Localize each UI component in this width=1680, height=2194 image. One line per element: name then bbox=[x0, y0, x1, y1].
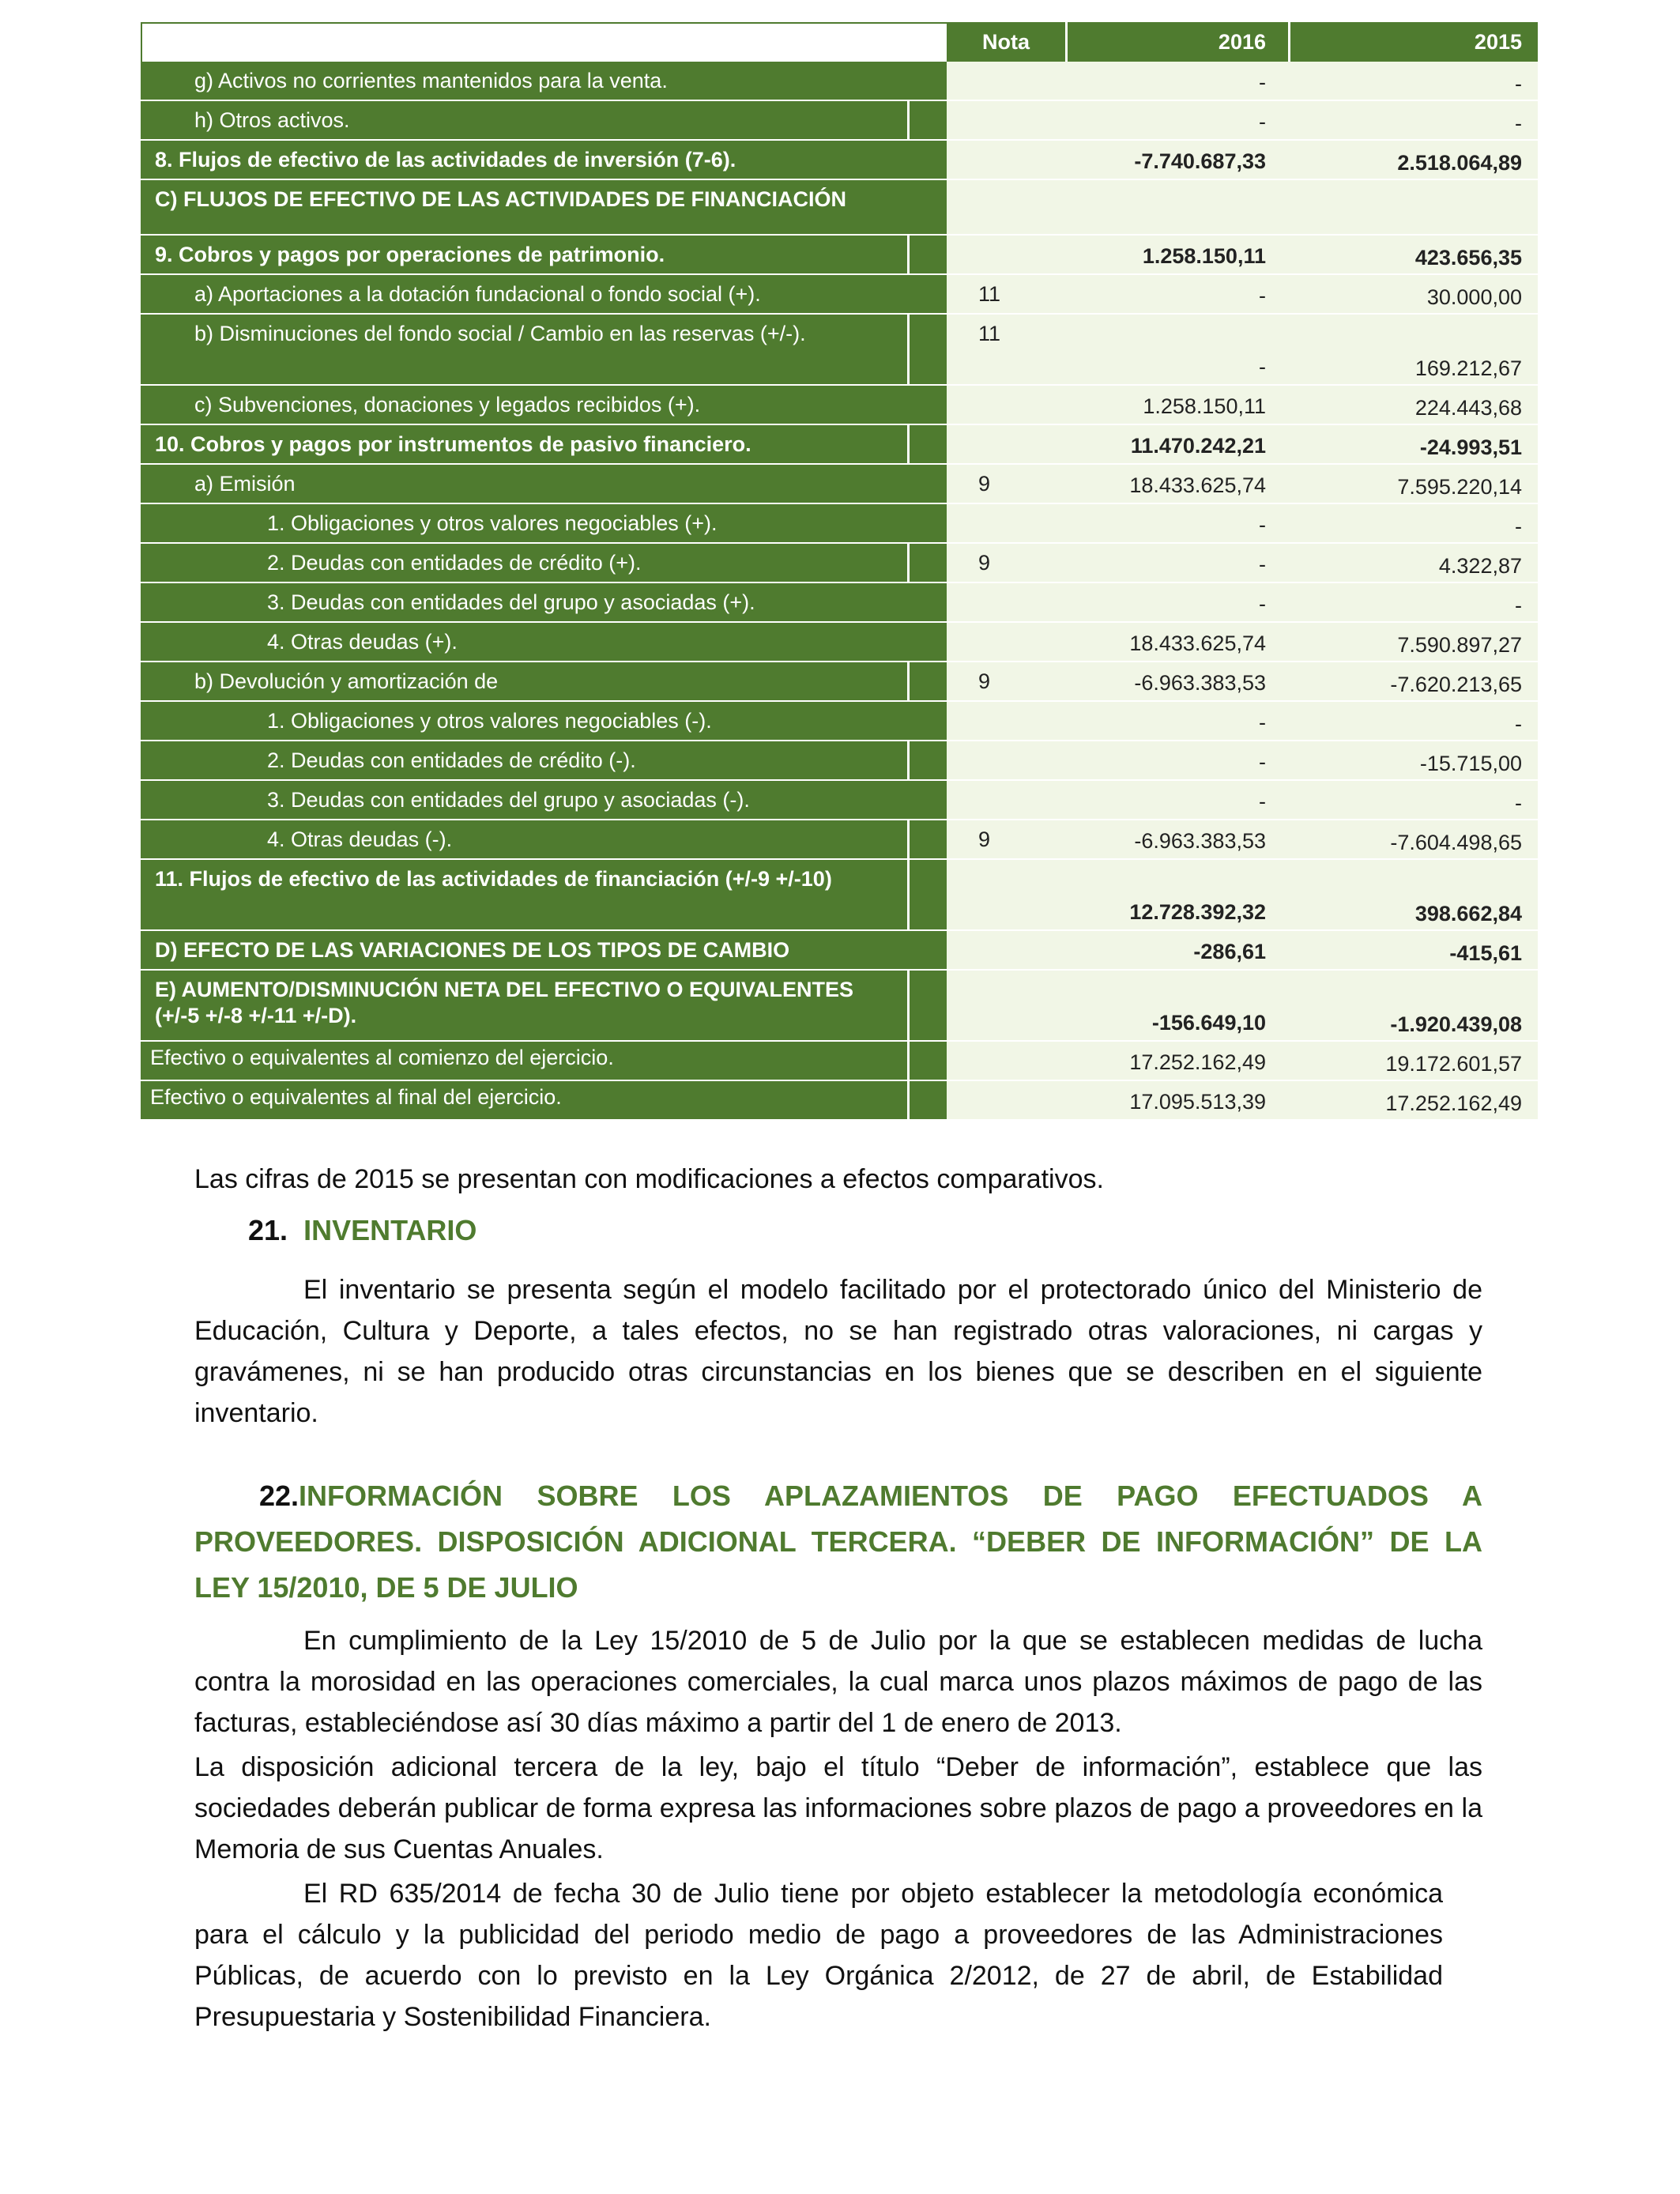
row-label: Efectivo o equivalentes al final del ejercicio. bbox=[141, 1081, 907, 1121]
table-row bbox=[141, 544, 1538, 583]
table-header-row bbox=[141, 22, 1538, 62]
row-note: 9 bbox=[947, 544, 1065, 583]
row-value-2016: 1.258.150,11 bbox=[1065, 386, 1288, 425]
row-label: 2. Deudas con entidades de crédito (-). bbox=[141, 741, 907, 781]
table-row bbox=[141, 141, 1538, 180]
row-value-2015: 398.662,84 bbox=[1288, 860, 1538, 931]
row-value-2016: - bbox=[1065, 275, 1288, 315]
row-label: 3. Deudas con entidades del grupo y asociadas (-). bbox=[141, 781, 947, 820]
row-note bbox=[947, 781, 1065, 820]
row-note bbox=[947, 101, 1065, 141]
row-value-2015: -1.920.439,08 bbox=[1288, 971, 1538, 1042]
row-note: 11 bbox=[947, 275, 1065, 315]
row-note bbox=[947, 236, 1065, 275]
row-value-2015: 7.595.220,14 bbox=[1288, 465, 1538, 504]
row-value-2015: 4.322,87 bbox=[1288, 544, 1538, 583]
row-label-box bbox=[907, 820, 947, 860]
row-value-2015: 30.000,00 bbox=[1288, 275, 1538, 315]
row-value-2016: - bbox=[1065, 583, 1288, 623]
row-value-2016 bbox=[1065, 180, 1288, 236]
row-label: E) AUMENTO/DISMINUCIÓN NETA DEL EFECTIVO O EQUIVALENTES (+/-5 +/-8 +/-11 +/-D). bbox=[141, 971, 907, 1042]
row-label: Efectivo o equivalentes al comienzo del ejercicio. bbox=[141, 1042, 907, 1081]
table-row bbox=[141, 275, 1538, 315]
row-note bbox=[947, 425, 1065, 465]
row-label-box bbox=[907, 1042, 947, 1081]
row-note: 11 bbox=[947, 315, 1065, 386]
row-note bbox=[947, 971, 1065, 1042]
row-value-2015: -24.993,51 bbox=[1288, 425, 1538, 465]
row-label: 1. Obligaciones y otros valores negociables (-). bbox=[141, 702, 947, 741]
section-21-number: 21. bbox=[248, 1214, 288, 1246]
row-value-2016: - bbox=[1065, 504, 1288, 544]
row-label: a) Aportaciones a la dotación fundacional o fondo social (+). bbox=[141, 275, 947, 315]
row-label-box bbox=[907, 425, 947, 465]
row-value-2015: 19.172.601,57 bbox=[1288, 1042, 1538, 1081]
row-value-2016: 17.252.162,49 bbox=[1065, 1042, 1288, 1081]
row-note bbox=[947, 1042, 1065, 1081]
table-row bbox=[141, 101, 1538, 141]
row-label: 9. Cobros y pagos por operaciones de patrimonio. bbox=[141, 236, 907, 275]
row-label-box bbox=[907, 741, 947, 781]
row-note bbox=[947, 386, 1065, 425]
row-value-2016: 11.470.242,21 bbox=[1065, 425, 1288, 465]
row-value-2015: - bbox=[1288, 781, 1538, 820]
section-22-number: 22. bbox=[259, 1480, 299, 1512]
row-label: 8. Flujos de efectivo de las actividades de inversión (7-6). bbox=[141, 141, 947, 180]
row-value-2016: -286,61 bbox=[1065, 931, 1288, 971]
row-note bbox=[947, 583, 1065, 623]
table-row bbox=[141, 860, 1538, 931]
row-value-2015: 17.252.162,49 bbox=[1288, 1081, 1538, 1121]
section-21-body: El inventario se presenta según el modelo facilitado por el protectorado único del Ministerio de Educación, Cultura y Deporte, a tales efectos, no se han registrado otras valoraciones, ni cargas y gravámenes, ni se han producido otras circunstancias en los bienes que se describen en el siguiente inventario. bbox=[194, 1275, 1482, 1428]
header-2015: 2015 bbox=[1288, 22, 1538, 62]
header-nota: Nota bbox=[947, 22, 1065, 62]
row-value-2015: - bbox=[1288, 101, 1538, 141]
row-note bbox=[947, 623, 1065, 662]
row-value-2016: -6.963.383,53 bbox=[1065, 662, 1288, 702]
row-value-2016: 12.728.392,32 bbox=[1065, 860, 1288, 931]
table-row bbox=[141, 315, 1538, 386]
row-label: 2. Deudas con entidades de crédito (+). bbox=[141, 544, 907, 583]
row-value-2015: - bbox=[1288, 702, 1538, 741]
table-row bbox=[141, 781, 1538, 820]
row-label: C) FLUJOS DE EFECTIVO DE LAS ACTIVIDADES DE FINANCIACIÓN bbox=[141, 180, 947, 236]
row-value-2016: -6.963.383,53 bbox=[1065, 820, 1288, 860]
row-value-2016: 17.095.513,39 bbox=[1065, 1081, 1288, 1121]
section-21-heading bbox=[248, 1209, 477, 1252]
row-note: 9 bbox=[947, 465, 1065, 504]
row-label: 11. Flujos de efectivo de las actividades de financiación (+/-9 +/-10) bbox=[141, 860, 907, 931]
row-value-2015: -415,61 bbox=[1288, 931, 1538, 971]
row-value-2015: -7.620.213,65 bbox=[1288, 662, 1538, 702]
row-label: 4. Otras deudas (-). bbox=[141, 820, 907, 860]
row-value-2016: - bbox=[1065, 544, 1288, 583]
section-21-title: INVENTARIO bbox=[303, 1214, 477, 1246]
row-value-2015: - bbox=[1288, 583, 1538, 623]
table-row bbox=[141, 583, 1538, 623]
row-label: 4. Otras deudas (+). bbox=[141, 623, 947, 662]
row-label: g) Activos no corrientes mantenidos para la venta. bbox=[141, 62, 947, 101]
row-label: a) Emisión bbox=[141, 465, 947, 504]
row-value-2016: -156.649,10 bbox=[1065, 971, 1288, 1042]
section-22-paragraph-3: El RD 635/2014 de fecha 30 de Julio tiene por objeto establecer la metodología económica para el cálculo y la publicidad del periodo medio de pago a proveedores de las Administraciones Públicas, de acuerdo con lo previsto en la Ley Orgánica 2/2012, de 27 de abril, de Estabilidad Presupuestaria y Sostenibilidad Financiera. bbox=[194, 1879, 1443, 2032]
row-label-box bbox=[907, 1081, 947, 1121]
table-row bbox=[141, 702, 1538, 741]
table-row bbox=[141, 931, 1538, 971]
row-value-2016: 18.433.625,74 bbox=[1065, 623, 1288, 662]
row-label-box bbox=[907, 236, 947, 275]
row-label: 10. Cobros y pagos por instrumentos de pasivo financiero. bbox=[141, 425, 907, 465]
table-row bbox=[141, 623, 1538, 662]
section-22-heading bbox=[194, 1473, 1482, 1611]
row-label: h) Otros activos. bbox=[141, 101, 907, 141]
table-row bbox=[141, 236, 1538, 275]
row-label-box bbox=[907, 971, 947, 1042]
table-row bbox=[141, 465, 1538, 504]
row-label-box bbox=[907, 315, 947, 386]
row-value-2015: 224.443,68 bbox=[1288, 386, 1538, 425]
row-note bbox=[947, 141, 1065, 180]
table-row bbox=[141, 820, 1538, 860]
row-label-box bbox=[907, 662, 947, 702]
table-row bbox=[141, 62, 1538, 101]
row-value-2016: 1.258.150,11 bbox=[1065, 236, 1288, 275]
row-value-2015: -15.715,00 bbox=[1288, 741, 1538, 781]
row-value-2016: - bbox=[1065, 702, 1288, 741]
row-label-box bbox=[907, 101, 947, 141]
row-note: 9 bbox=[947, 820, 1065, 860]
row-divider bbox=[947, 1119, 1538, 1121]
row-value-2015: - bbox=[1288, 504, 1538, 544]
table-row bbox=[141, 1081, 1538, 1121]
row-note bbox=[947, 504, 1065, 544]
row-value-2015: -7.604.498,65 bbox=[1288, 820, 1538, 860]
row-value-2016: - bbox=[1065, 62, 1288, 101]
section-22-title: INFORMACIÓN SOBRE LOS APLAZAMIENTOS DE PAGO EFECTUADOS A PROVEEDORES. DISPOSICIÓN ADICIONAL TERCERA. “DEBER DE INFORMACIÓN” DE LA LEY 15/2010, DE 5 DE JULIO bbox=[194, 1480, 1482, 1604]
row-value-2016: - bbox=[1065, 101, 1288, 141]
row-value-2016: 18.433.625,74 bbox=[1065, 465, 1288, 504]
row-note bbox=[947, 860, 1065, 931]
row-note: 9 bbox=[947, 662, 1065, 702]
table-row bbox=[141, 425, 1538, 465]
row-label: b) Devolución y amortización de bbox=[141, 662, 907, 702]
section-22-paragraph-2: La disposición adicional tercera de la ley, bajo el título “Deber de información”, establece que las sociedades deberán publicar de forma expresa las informaciones sobre plazos de pago a proveedores en la Memoria de sus Cuentas Anuales. bbox=[194, 1752, 1482, 1864]
row-label: D) EFECTO DE LAS VARIACIONES DE LOS TIPOS DE CAMBIO bbox=[141, 931, 947, 971]
row-note bbox=[947, 931, 1065, 971]
row-value-2016: - bbox=[1065, 741, 1288, 781]
row-label-box bbox=[907, 860, 947, 931]
row-label: b) Disminuciones del fondo social / Cambio en las reservas (+/-). bbox=[141, 315, 907, 386]
section-22-paragraph-1: En cumplimiento de la Ley 15/2010 de 5 de Julio por la que se establecen medidas de lucha contra la morosidad en las operaciones comerciales, la cual marca unos plazos máximos de pago de las facturas, estableciéndose así 30 días máximo a partir del 1 de enero de 2013. bbox=[194, 1626, 1482, 1738]
row-label: 3. Deudas con entidades del grupo y asociadas (+). bbox=[141, 583, 947, 623]
header-2016: 2016 bbox=[1065, 22, 1288, 62]
row-note bbox=[947, 62, 1065, 101]
row-divider bbox=[141, 1119, 947, 1121]
row-label: 1. Obligaciones y otros valores negociables (+). bbox=[141, 504, 947, 544]
table-row bbox=[141, 386, 1538, 425]
row-value-2016: - bbox=[1065, 781, 1288, 820]
row-label-box bbox=[907, 544, 947, 583]
row-value-2015: 169.212,67 bbox=[1288, 315, 1538, 386]
row-note bbox=[947, 741, 1065, 781]
row-value-2015 bbox=[1288, 180, 1538, 236]
table-row bbox=[141, 662, 1538, 702]
row-label: c) Subvenciones, donaciones y legados recibidos (+). bbox=[141, 386, 947, 425]
header-blank-cell bbox=[141, 22, 947, 62]
row-note bbox=[947, 180, 1065, 236]
row-value-2015: - bbox=[1288, 62, 1538, 101]
row-value-2015: 2.518.064,89 bbox=[1288, 141, 1538, 180]
row-value-2015: 7.590.897,27 bbox=[1288, 623, 1538, 662]
table-row bbox=[141, 504, 1538, 544]
table-row bbox=[141, 180, 1538, 236]
row-note bbox=[947, 1081, 1065, 1121]
comparative-note: Las cifras de 2015 se presentan con modificaciones a efectos comparativos. bbox=[194, 1164, 1104, 1194]
table-row bbox=[141, 741, 1538, 781]
row-value-2015: 423.656,35 bbox=[1288, 236, 1538, 275]
table-row bbox=[141, 1042, 1538, 1081]
row-note bbox=[947, 702, 1065, 741]
row-value-2016: - bbox=[1065, 315, 1288, 386]
table-row bbox=[141, 971, 1538, 1042]
row-value-2016: -7.740.687,33 bbox=[1065, 141, 1288, 180]
